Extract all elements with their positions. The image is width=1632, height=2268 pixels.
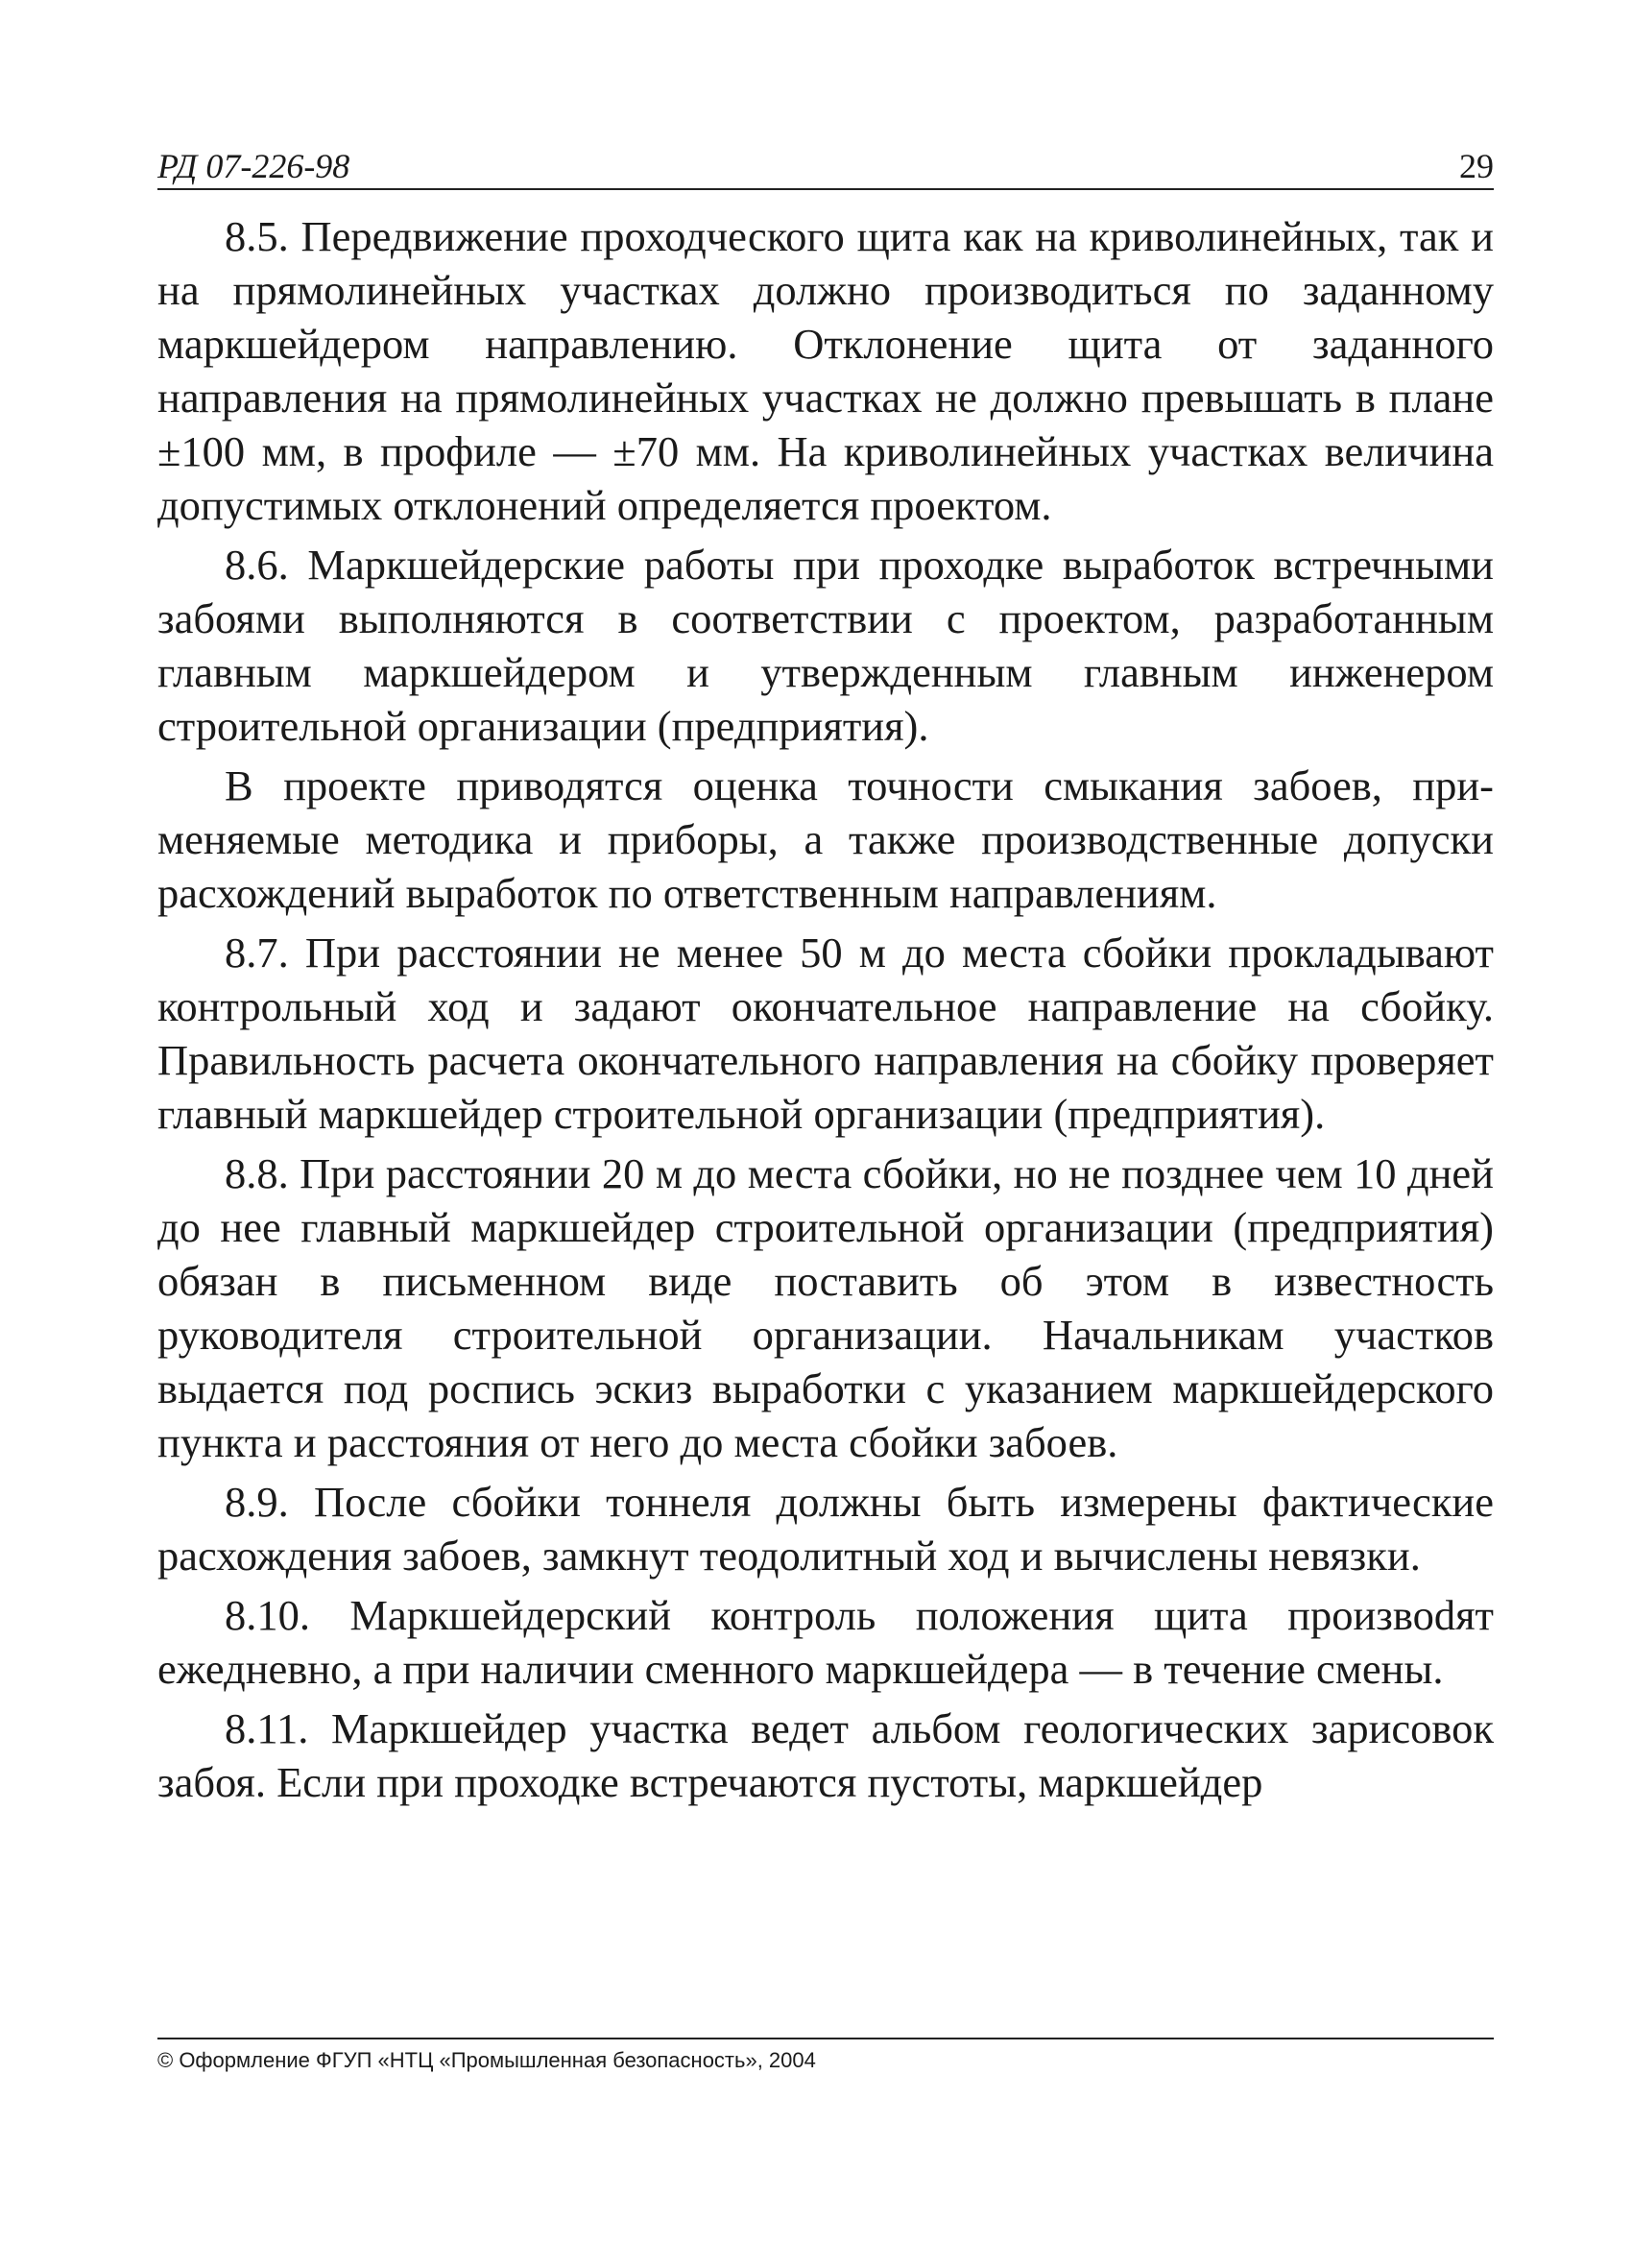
paragraph-8-7: 8.7. При расстоянии не менее 50 м до места сбойки прокладывают контрольный ход и задают окончательное направление на сбойку. Правильность расчета окончательного направления на сбойку проверяет главный маркшейдер строительной организации (предприятия). — [157, 929, 1494, 1138]
page-footer — [157, 2038, 1494, 2074]
paragraph-8-10: 8.10. Маркшейдерский контроль положения щита произвоdят ежедневно, а при наличии сменного маркшейдера — в течение смены. — [157, 1591, 1494, 1693]
paragraph-8-8: 8.8. При расстоянии 20 м до места сбойки, но не позднее чем 10 дней до нее главный маркшейдер строительной организации (предприятия) обязан в письменном виде поставить об этом в известность руководителя строительной организации. Начальникам участков выдается под роспись эскиз выработки с указанием маркшейдерского пункта и расстояния от него до места сбойки забоев. — [157, 1149, 1494, 1466]
paragraph-8-6: 8.6. Маркшейдерские работы при проходке выработок встречными забоями выполняются в соответствии с проектом, разработанным главным маркшейдером и утвержденным главным инженером строительной организации (предприятия). — [157, 541, 1494, 750]
paragraph-8-9: 8.9. После сбойки тоннеля должны быть измерены фактические расхождения забоев, замкнут теодолитный ход и вычислены невязки. — [157, 1478, 1494, 1580]
copyright-notice: © Оформление ФГУП «НТЦ «Промышленная безопасность», 2004 — [157, 2048, 816, 2072]
page-number: 29 — [1459, 147, 1494, 185]
paragraph-8-5: 8.5. Передвижение проходческого щита как на криволинейных, так и на прямолинейных участках должно производиться по заданному маркшейдером направлению. Отклонение щита от заданного направления на прямолинейных участках не должно превышать в плане ±100 мм, в профиле — ±70 мм. На криволинейных участках величина допустимых отклонений определяется проектом. — [157, 212, 1494, 529]
document-code: РД 07-226-98 — [157, 147, 350, 185]
paragraph-8-6-project: В проекте приводятся оценка точности смыкания забоев, применяемые методика и приборы, а также производственные допуски расхождений выработок по ответственным направлениям. — [157, 761, 1494, 917]
page-header — [157, 144, 1494, 190]
paragraph-8-11: 8.11. Маркшейдер участка ведет альбом геологических зарисовок забоя. Если при проходке встречаются пустоты, маркшейдер — [157, 1704, 1494, 1806]
document-body — [157, 209, 1494, 1815]
